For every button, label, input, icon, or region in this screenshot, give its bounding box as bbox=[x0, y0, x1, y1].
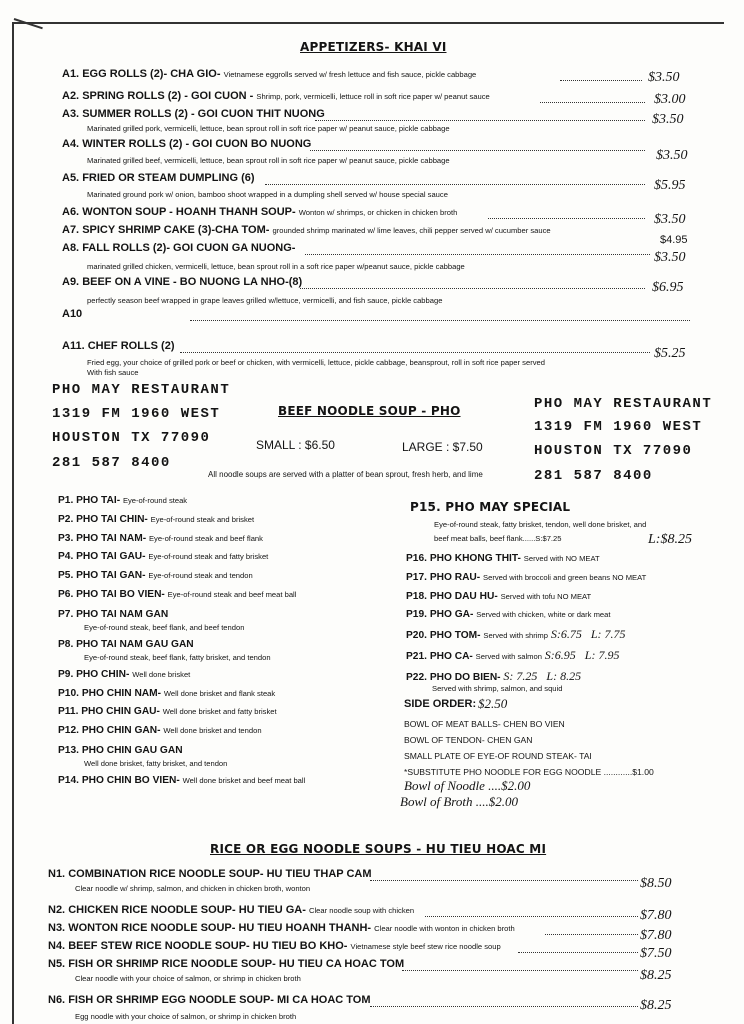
stamp-phone: 281 587 8400 bbox=[52, 455, 171, 471]
pho-heading: BEEF NOODLE SOUP - PHO bbox=[278, 404, 461, 418]
appetizer-a8: A8. FALL ROLLS (2)- GOI CUON GA NUONG- bbox=[62, 242, 296, 254]
appetizer-a6: A6. WONTON SOUP - HOANH THANH SOUP- Wonton w/ shrimps, or chicken in chicken broth bbox=[62, 206, 458, 218]
side-item: BOWL OF TENDON- CHEN GAN bbox=[404, 735, 533, 745]
side-order-price: $2.50 bbox=[478, 696, 508, 711]
appetizer-a11-desc2: With fish sauce bbox=[87, 368, 139, 377]
stamp-street: 1319 FM 1960 WEST bbox=[52, 406, 221, 422]
appetizer-a5: A5. FRIED OR STEAM DUMPLING (6) bbox=[62, 172, 255, 184]
appetizer-a3-desc: Marinated grilled pork, vermicelli, lettuce, bean sprout roll in soft rice paper w/ peanut sauce, pickle cabbage bbox=[87, 124, 450, 133]
price-a7: $4.95 bbox=[660, 234, 688, 246]
pho-item: P10. PHO CHIN NAM- Well done brisket and flank steak bbox=[58, 687, 276, 699]
pho-special-large: L:$8.25 bbox=[648, 532, 692, 547]
pho-item: P21. PHO CA- Served with salmon S:6.95 L: 7.95 bbox=[406, 647, 620, 662]
pho-item: P20. PHO TOM- Served with shrimp S:6.75 L: 7.75 bbox=[406, 627, 626, 642]
price-n3: $7.80 bbox=[640, 928, 672, 943]
stamp-street: 1319 FM 1960 WEST bbox=[534, 419, 703, 435]
noodle-n4: N4. BEEF STEW RICE NOODLE SOUP- HU TIEU BO KHO- Vietnamese style beef stew rice noodle soup bbox=[48, 940, 501, 952]
price-n1: $8.50 bbox=[640, 876, 672, 891]
appetizer-a11-desc: Fried egg, your choice of grilled pork or beef or chicken, with vermicelli, lettuce, pickle cabbage, beansprout, roll in soft rice paper served bbox=[87, 358, 545, 367]
hand-note-broth: Bowl of Broth ....$2.00 bbox=[400, 794, 518, 809]
stamp-city: HOUSTON TX 77090 bbox=[52, 430, 211, 446]
appetizer-a5-desc: Marinated ground pork w/ onion, bamboo shoot wrapped in a dumpling shell served w/ house special sauce bbox=[87, 190, 448, 199]
side-order-heading: SIDE ORDER: bbox=[404, 698, 477, 710]
price-n6: $8.25 bbox=[640, 998, 672, 1013]
pho-item: P18. PHO DAU HU- Served with tofu NO MEAT bbox=[406, 590, 592, 602]
appetizer-a4: A4. WINTER ROLLS (2) - GOI CUON BO NUONG bbox=[62, 138, 312, 150]
pho-special-desc2: beef meat balls, beef flank......S:$7.25 bbox=[434, 534, 562, 543]
pho-list-right bbox=[406, 550, 726, 688]
noodle-n1: N1. COMBINATION RICE NOODLE SOUP- HU TIEU THAP CAM bbox=[48, 868, 372, 880]
side-item: *SUBSTITUTE PHO NOODLE FOR EGG NOODLE ............$1.00 bbox=[404, 767, 654, 777]
pho-item: P9. PHO CHIN- Well done brisket bbox=[58, 668, 191, 680]
price-a2: $3.00 bbox=[654, 92, 686, 107]
appetizer-a10: A10 bbox=[62, 308, 83, 320]
p22-desc: Served with shrimp, salmon, and squid bbox=[432, 684, 563, 693]
pho-item: P11. PHO CHIN GAU- Well done brisket and fatty brisket bbox=[58, 706, 277, 718]
pho-item: P3. PHO TAI NAM- Eye-of-round steak and beef flank bbox=[58, 532, 263, 544]
appetizer-a1: A1. EGG ROLLS (2)- CHA GIO- Vietnamese eggrolls served w/ fresh lettuce and fish sauce, pickle cabbage bbox=[62, 68, 477, 80]
appetizer-a2: A2. SPRING ROLLS (2) - GOI CUON - Shrimp, pork, vermicelli, lettuce roll in soft rice paper w/ peanut sauce bbox=[62, 90, 490, 102]
price-n4: $7.50 bbox=[640, 946, 672, 961]
noodle-n6: N6. FISH OR SHRIMP EGG NOODLE SOUP- MI CA HOAC TOM bbox=[48, 994, 371, 1006]
hand-note-noodle: Bowl of Noodle ....$2.00 bbox=[404, 778, 531, 793]
pho-item: P6. PHO TAI BO VIEN- Eye-of-round steak and beef meat ball bbox=[58, 588, 297, 600]
price-a1: $3.50 bbox=[648, 70, 680, 85]
noodle-heading: RICE OR EGG NOODLE SOUPS - HU TIEU HOAC MI bbox=[210, 842, 547, 856]
price-a8: $3.50 bbox=[654, 250, 686, 265]
pho-item: P14. PHO CHIN BO VIEN- Well done brisket and beef meat ball bbox=[58, 774, 306, 786]
pho-item: P5. PHO TAI GAN- Eye-of-round steak and tendon bbox=[58, 570, 253, 582]
side-item: BOWL OF MEAT BALLS- CHEN BO VIEN bbox=[404, 719, 565, 729]
stamp-city: HOUSTON TX 77090 bbox=[534, 443, 693, 459]
appetizer-a9-desc: perfectly season beef wrapped in grape leaves grilled w/lettuce, vermicelli, and fish sauce, pickle cabbage bbox=[87, 296, 443, 305]
price-a11: $5.25 bbox=[654, 346, 686, 361]
stamp-name: PHO MAY RESTAURANT bbox=[534, 396, 713, 412]
pho-item: P22. PHO DO BIEN- S: 7.25 L: 8.25 bbox=[406, 668, 582, 683]
pho-item: P12. PHO CHIN GAN- Well done brisket and tendon bbox=[58, 725, 262, 737]
appetizer-a7: A7. SPICY SHRIMP CAKE (3)-CHA TOM- grounded shrimp marinated w/ lime leaves, chili pepper served w/ cucumber sauce bbox=[62, 224, 551, 236]
stamp-name: PHO MAY RESTAURANT bbox=[52, 382, 231, 398]
noodle-n5: N5. FISH OR SHRIMP RICE NOODLE SOUP- HU TIEU CA HOAC TOM bbox=[48, 958, 405, 970]
pho-special-desc1: Eye-of-round steak, fatty brisket, tendon, well done brisket, and bbox=[434, 520, 647, 529]
pho-small-price: SMALL : $6.50 bbox=[256, 438, 335, 452]
price-a9: $6.95 bbox=[652, 280, 684, 295]
pho-special-heading: P15. PHO MAY SPECIAL bbox=[410, 500, 571, 514]
price-a5: $5.95 bbox=[654, 178, 686, 193]
pho-large-price: LARGE : $7.50 bbox=[402, 440, 483, 454]
noodle-n2: N2. CHICKEN RICE NOODLE SOUP- HU TIEU GA- Clear noodle soup with chicken bbox=[48, 904, 415, 916]
pho-item: P1. PHO TAI- Eye-of-round steak bbox=[58, 495, 188, 506]
pho-item: P8. PHO TAI NAM GAU GAN Eye-of-round steak, beef flank, fatty brisket, and tendon bbox=[58, 638, 271, 662]
appetizer-a4-desc: Marinated grilled beef, vermicelli, lettuce, bean sprout roll in soft rice paper w/ peanut sauce, pickle cabbage bbox=[87, 156, 450, 165]
noodle-n6-desc: Egg noodle with your choice of salmon, or shrimp in chicken broth bbox=[75, 1012, 297, 1021]
appetizers-heading: APPETIZERS- KHAI VI bbox=[300, 40, 447, 54]
side-item: SMALL PLATE OF EYE-OF ROUND STEAK- TAI bbox=[404, 751, 592, 761]
pho-item: P17. PHO RAU- Served with broccoli and green beans NO MEAT bbox=[406, 571, 647, 583]
pho-note: All noodle soups are served with a platter of bean sprout, fresh herb, and lime bbox=[208, 470, 483, 479]
appetizer-a8-desc: marinated grilled chicken, vermicelli, lettuce, bean sprout roll in a soft rice paper w/peanut sauce, pickle cabbage bbox=[87, 262, 465, 271]
pho-item: P7. PHO TAI NAM GAN Eye-of-round steak, beef flank, and beef tendon bbox=[58, 608, 245, 632]
pho-item: P2. PHO TAI CHIN- Eye-of-round steak and brisket bbox=[58, 513, 255, 525]
appetizer-a9: A9. BEEF ON A VINE - BO NUONG LA NHO-(8) bbox=[62, 276, 303, 288]
noodle-n1-desc: Clear noodle w/ shrimp, salmon, and chicken in chicken broth, wonton bbox=[75, 884, 311, 893]
noodle-n3: N3. WONTON RICE NOODLE SOUP- HU TIEU HOANH THANH- Clear noodle with wonton in chicken broth bbox=[48, 922, 515, 934]
price-n5: $8.25 bbox=[640, 968, 672, 983]
pho-item: P19. PHO GA- Served with chicken, white or dark meat bbox=[406, 609, 611, 621]
pho-list-left bbox=[58, 492, 398, 791]
appetizer-a3: A3. SUMMER ROLLS (2) - GOI CUON THIT NUONG bbox=[62, 108, 325, 120]
side-order-list bbox=[404, 716, 654, 780]
price-a6: $3.50 bbox=[654, 212, 686, 227]
stamp-phone: 281 587 8400 bbox=[534, 468, 653, 484]
pho-item: P4. PHO TAI GAU- Eye-of-round steak and fatty brisket bbox=[58, 551, 269, 563]
price-n2: $7.80 bbox=[640, 908, 672, 923]
price-a3: $3.50 bbox=[652, 112, 684, 127]
pho-item: P13. PHO CHIN GAU GAN Well done brisket, fatty brisket, and tendon bbox=[58, 744, 228, 768]
price-a4: $3.50 bbox=[656, 148, 688, 163]
noodle-n5-desc: Clear noodle with your choice of salmon, or shrimp in chicken broth bbox=[75, 974, 301, 983]
appetizer-a11: A11. CHEF ROLLS (2) bbox=[62, 340, 175, 352]
pho-item: P16. PHO KHONG THIT- Served with NO MEAT bbox=[406, 553, 600, 564]
